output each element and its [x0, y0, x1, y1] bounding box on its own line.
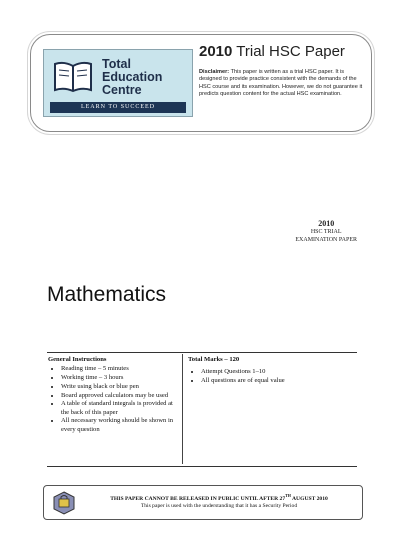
- logo-line-3: Centre: [102, 83, 142, 97]
- instruction-item: • Board approved calculators may be used: [61, 392, 178, 400]
- logo-tagline: LEARN TO SUCCEED: [50, 102, 186, 113]
- total-marks-list: [188, 368, 348, 385]
- header-box: [30, 34, 372, 132]
- exam-identifier: [295, 220, 357, 244]
- paper-title-rest: Trial HSC Paper: [232, 43, 345, 60]
- marks-item: • Attempt Questions 1–10: [201, 368, 348, 376]
- security-notice-line-1-a: THIS PAPER CANNOT BE RELEASED IN PUBLIC UNTIL AFTER 27: [110, 495, 286, 502]
- security-notice-line-1: [84, 492, 354, 503]
- security-notice: [43, 485, 363, 520]
- paper-title: [199, 43, 364, 60]
- instruction-item: • Reading time – 5 minutes: [61, 365, 178, 373]
- logo: [43, 49, 193, 117]
- subject-title: Mathematics: [47, 283, 167, 306]
- instruction-item: • Write using black or blue pen: [61, 383, 178, 391]
- marks-item: • All questions are of equal value: [201, 377, 348, 385]
- security-notice-line-1-sup: TH: [285, 493, 291, 498]
- general-instructions: [48, 356, 178, 434]
- section-divider-top: [47, 352, 357, 353]
- instruction-item: • All necessary working should be shown in every question: [61, 417, 178, 434]
- book-icon: [52, 60, 94, 94]
- disclaimer-label: Disclaimer:: [199, 69, 230, 75]
- logo-line-1: Total: [102, 57, 131, 71]
- total-marks-heading: Total Marks – 120: [188, 356, 240, 363]
- section-divider-bottom: [47, 466, 357, 467]
- disclaimer: [199, 69, 365, 99]
- instruction-item: • Working time – 3 hours: [61, 374, 178, 382]
- column-divider: [182, 354, 183, 464]
- instruction-item: • A table of standard integrals is provided at the back of this paper: [61, 400, 178, 417]
- security-notice-line-2: This paper is used with the understanding that it has a Security Period: [140, 503, 298, 510]
- security-seal-icon: [52, 491, 76, 515]
- logo-line-2: Education: [102, 70, 163, 84]
- logo-text: [102, 58, 162, 97]
- security-notice-line-1-b: AUGUST 2010: [290, 495, 328, 502]
- security-notice-text: [84, 492, 354, 511]
- exam-id-line-1: HSC TRIAL: [310, 229, 342, 235]
- exam-id-line-2: EXAMINATION PAPER: [295, 237, 357, 243]
- general-instructions-list: [48, 365, 178, 434]
- total-marks: [188, 356, 348, 386]
- general-instructions-heading: General Instructions: [48, 356, 107, 363]
- disclaimer-text: This paper is written as a trial HSC paper. It is designed to provide practice consistent with the demands of the HSC course and its examination. However, we do not guarantee it predicts question content for the actual HSC examination.: [199, 69, 363, 98]
- exam-year: 2010: [318, 219, 335, 228]
- paper-title-year: 2010: [199, 43, 233, 60]
